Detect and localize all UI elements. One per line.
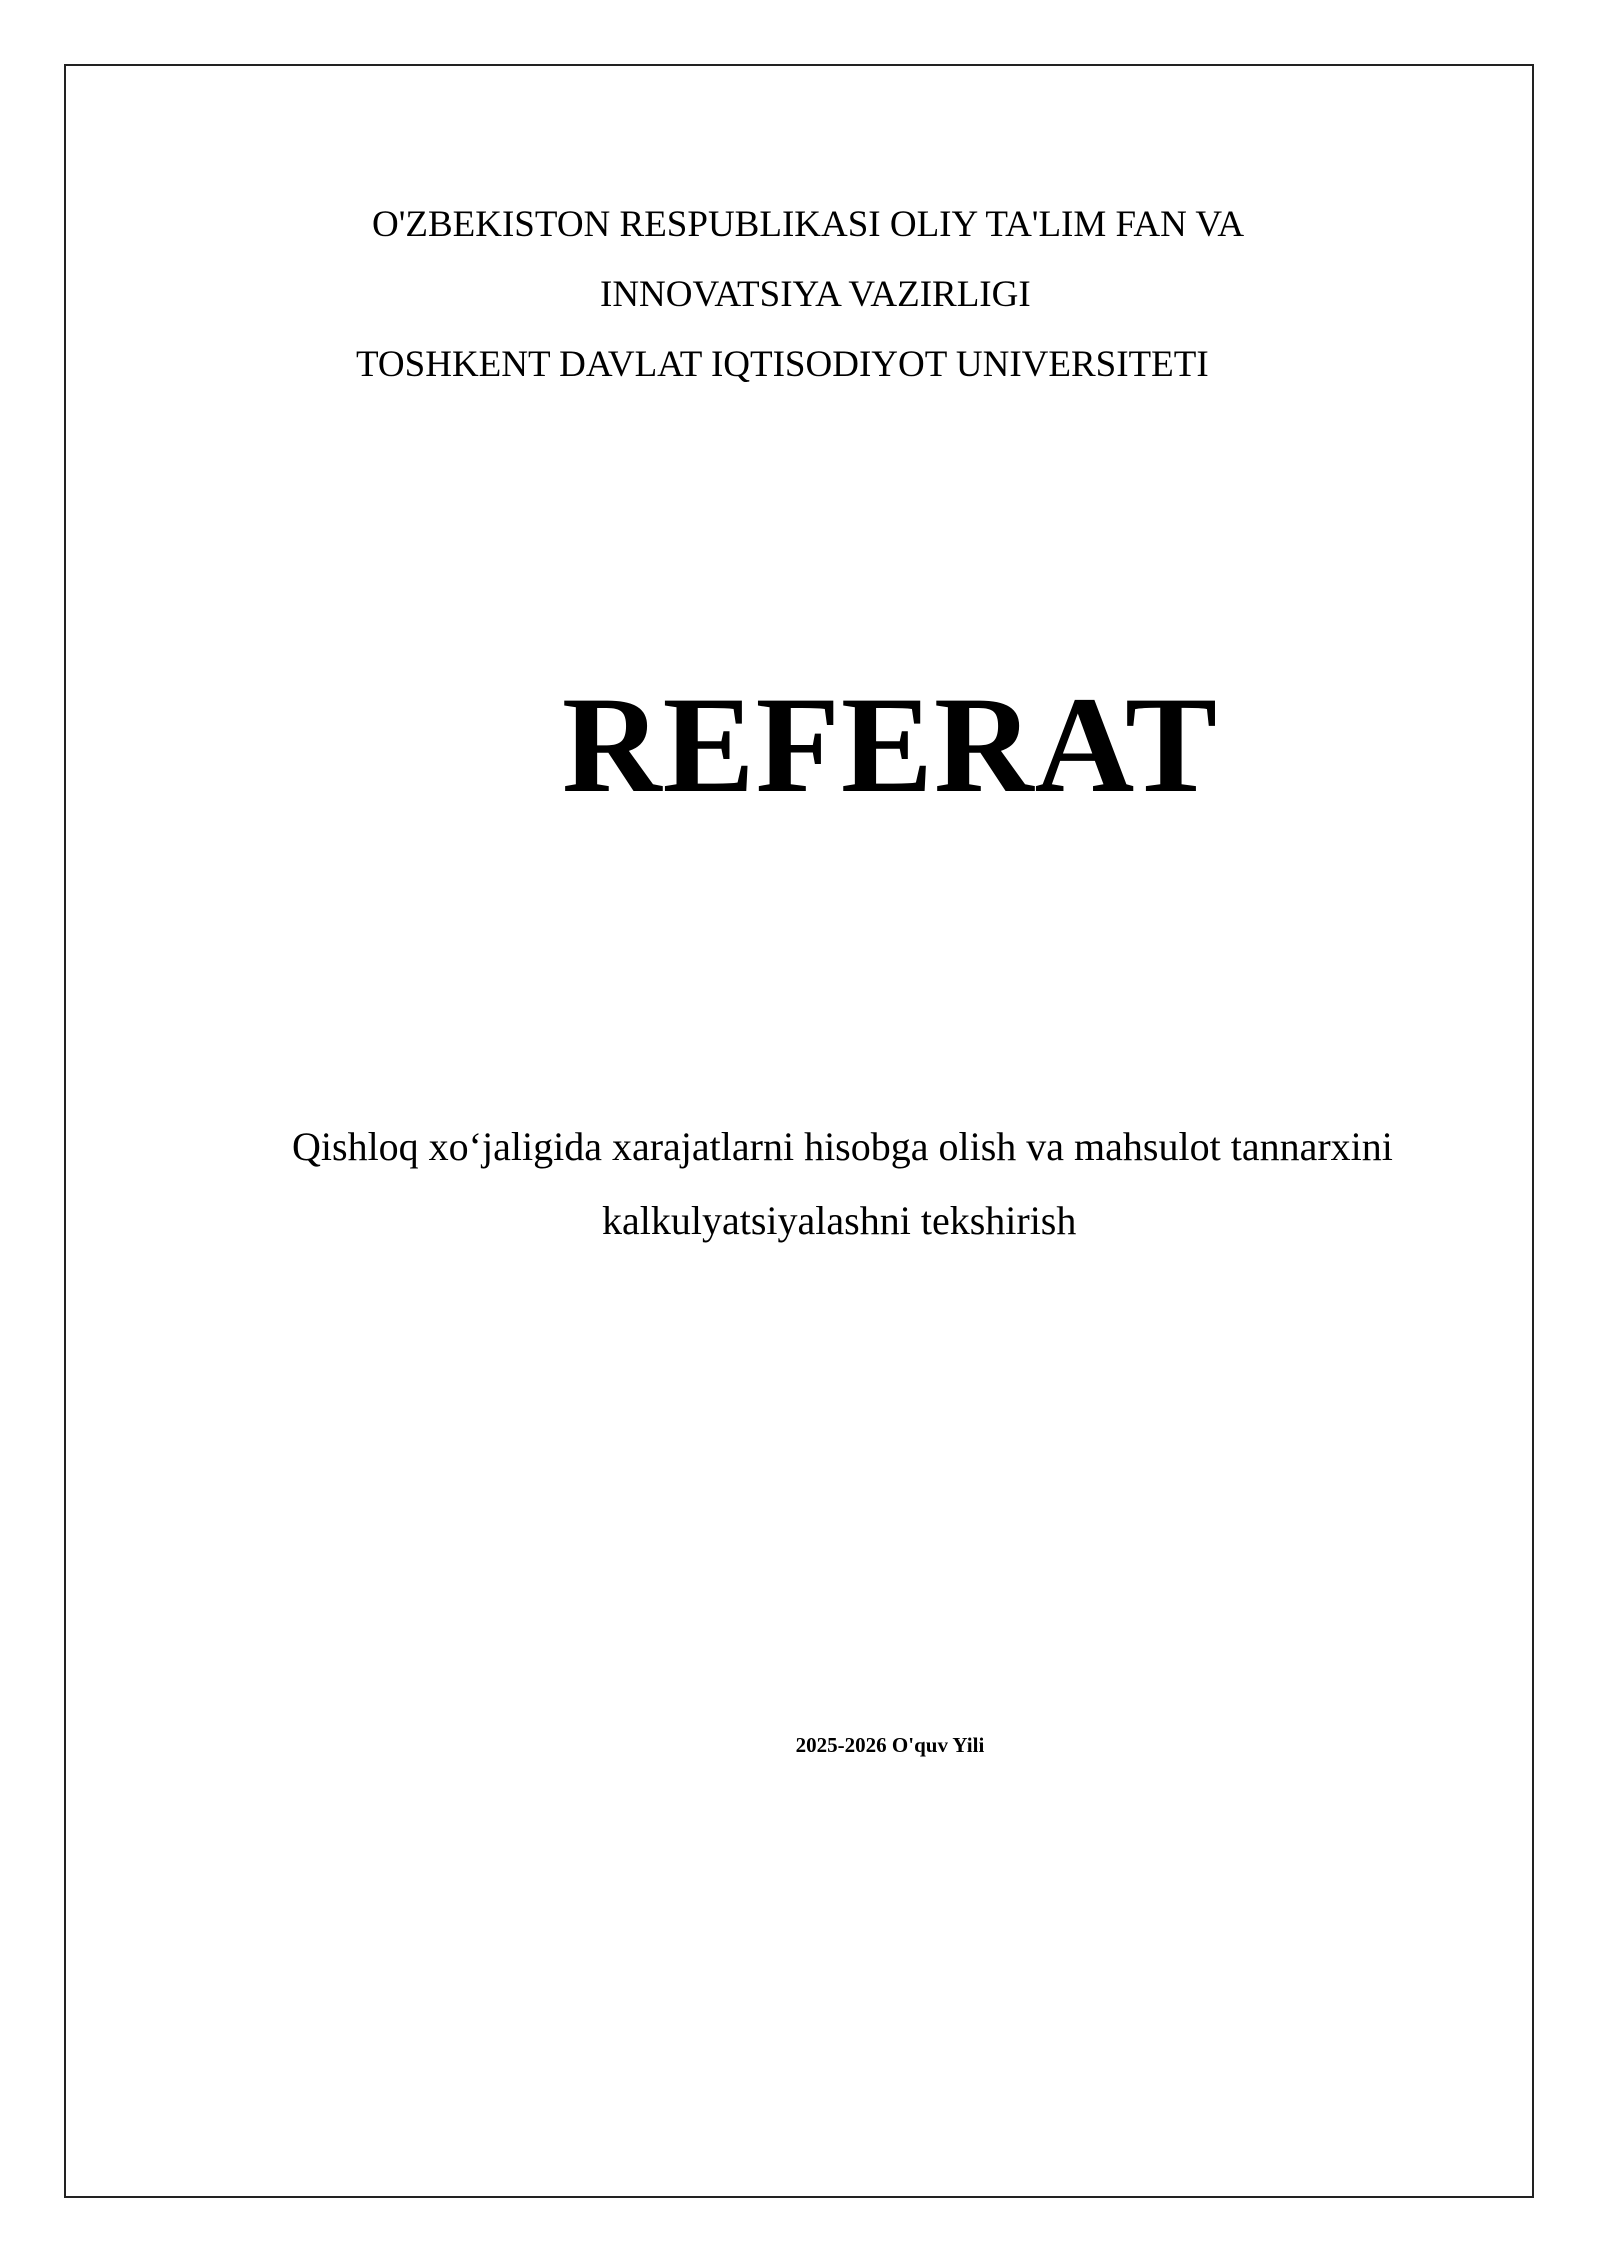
topic-title-line-1: Qishloq xo‘jaligida xarajatlarni hisobga olish va mahsulot tannarxini xyxy=(292,1124,1393,1169)
document-type-title: REFERAT xyxy=(561,668,1219,821)
ministry-name-line-1: O'ZBEKISTON RESPUBLIKASI OLIY TA'LIM FAN VA xyxy=(372,204,1245,245)
institution-header xyxy=(260,190,1510,400)
academic-year: 2025-2026 O'quv Yili xyxy=(795,1733,985,1757)
topic-title-line-2: kalkulyatsiyalashni tekshirish xyxy=(602,1198,1077,1243)
topic-title xyxy=(292,1110,1492,1258)
ministry-name-line-2: INNOVATSIYA VAZIRLIGI xyxy=(600,274,1031,315)
university-name: TOSHKENT DAVLAT IQTISODIYOT UNIVERSITETI xyxy=(356,344,1209,385)
